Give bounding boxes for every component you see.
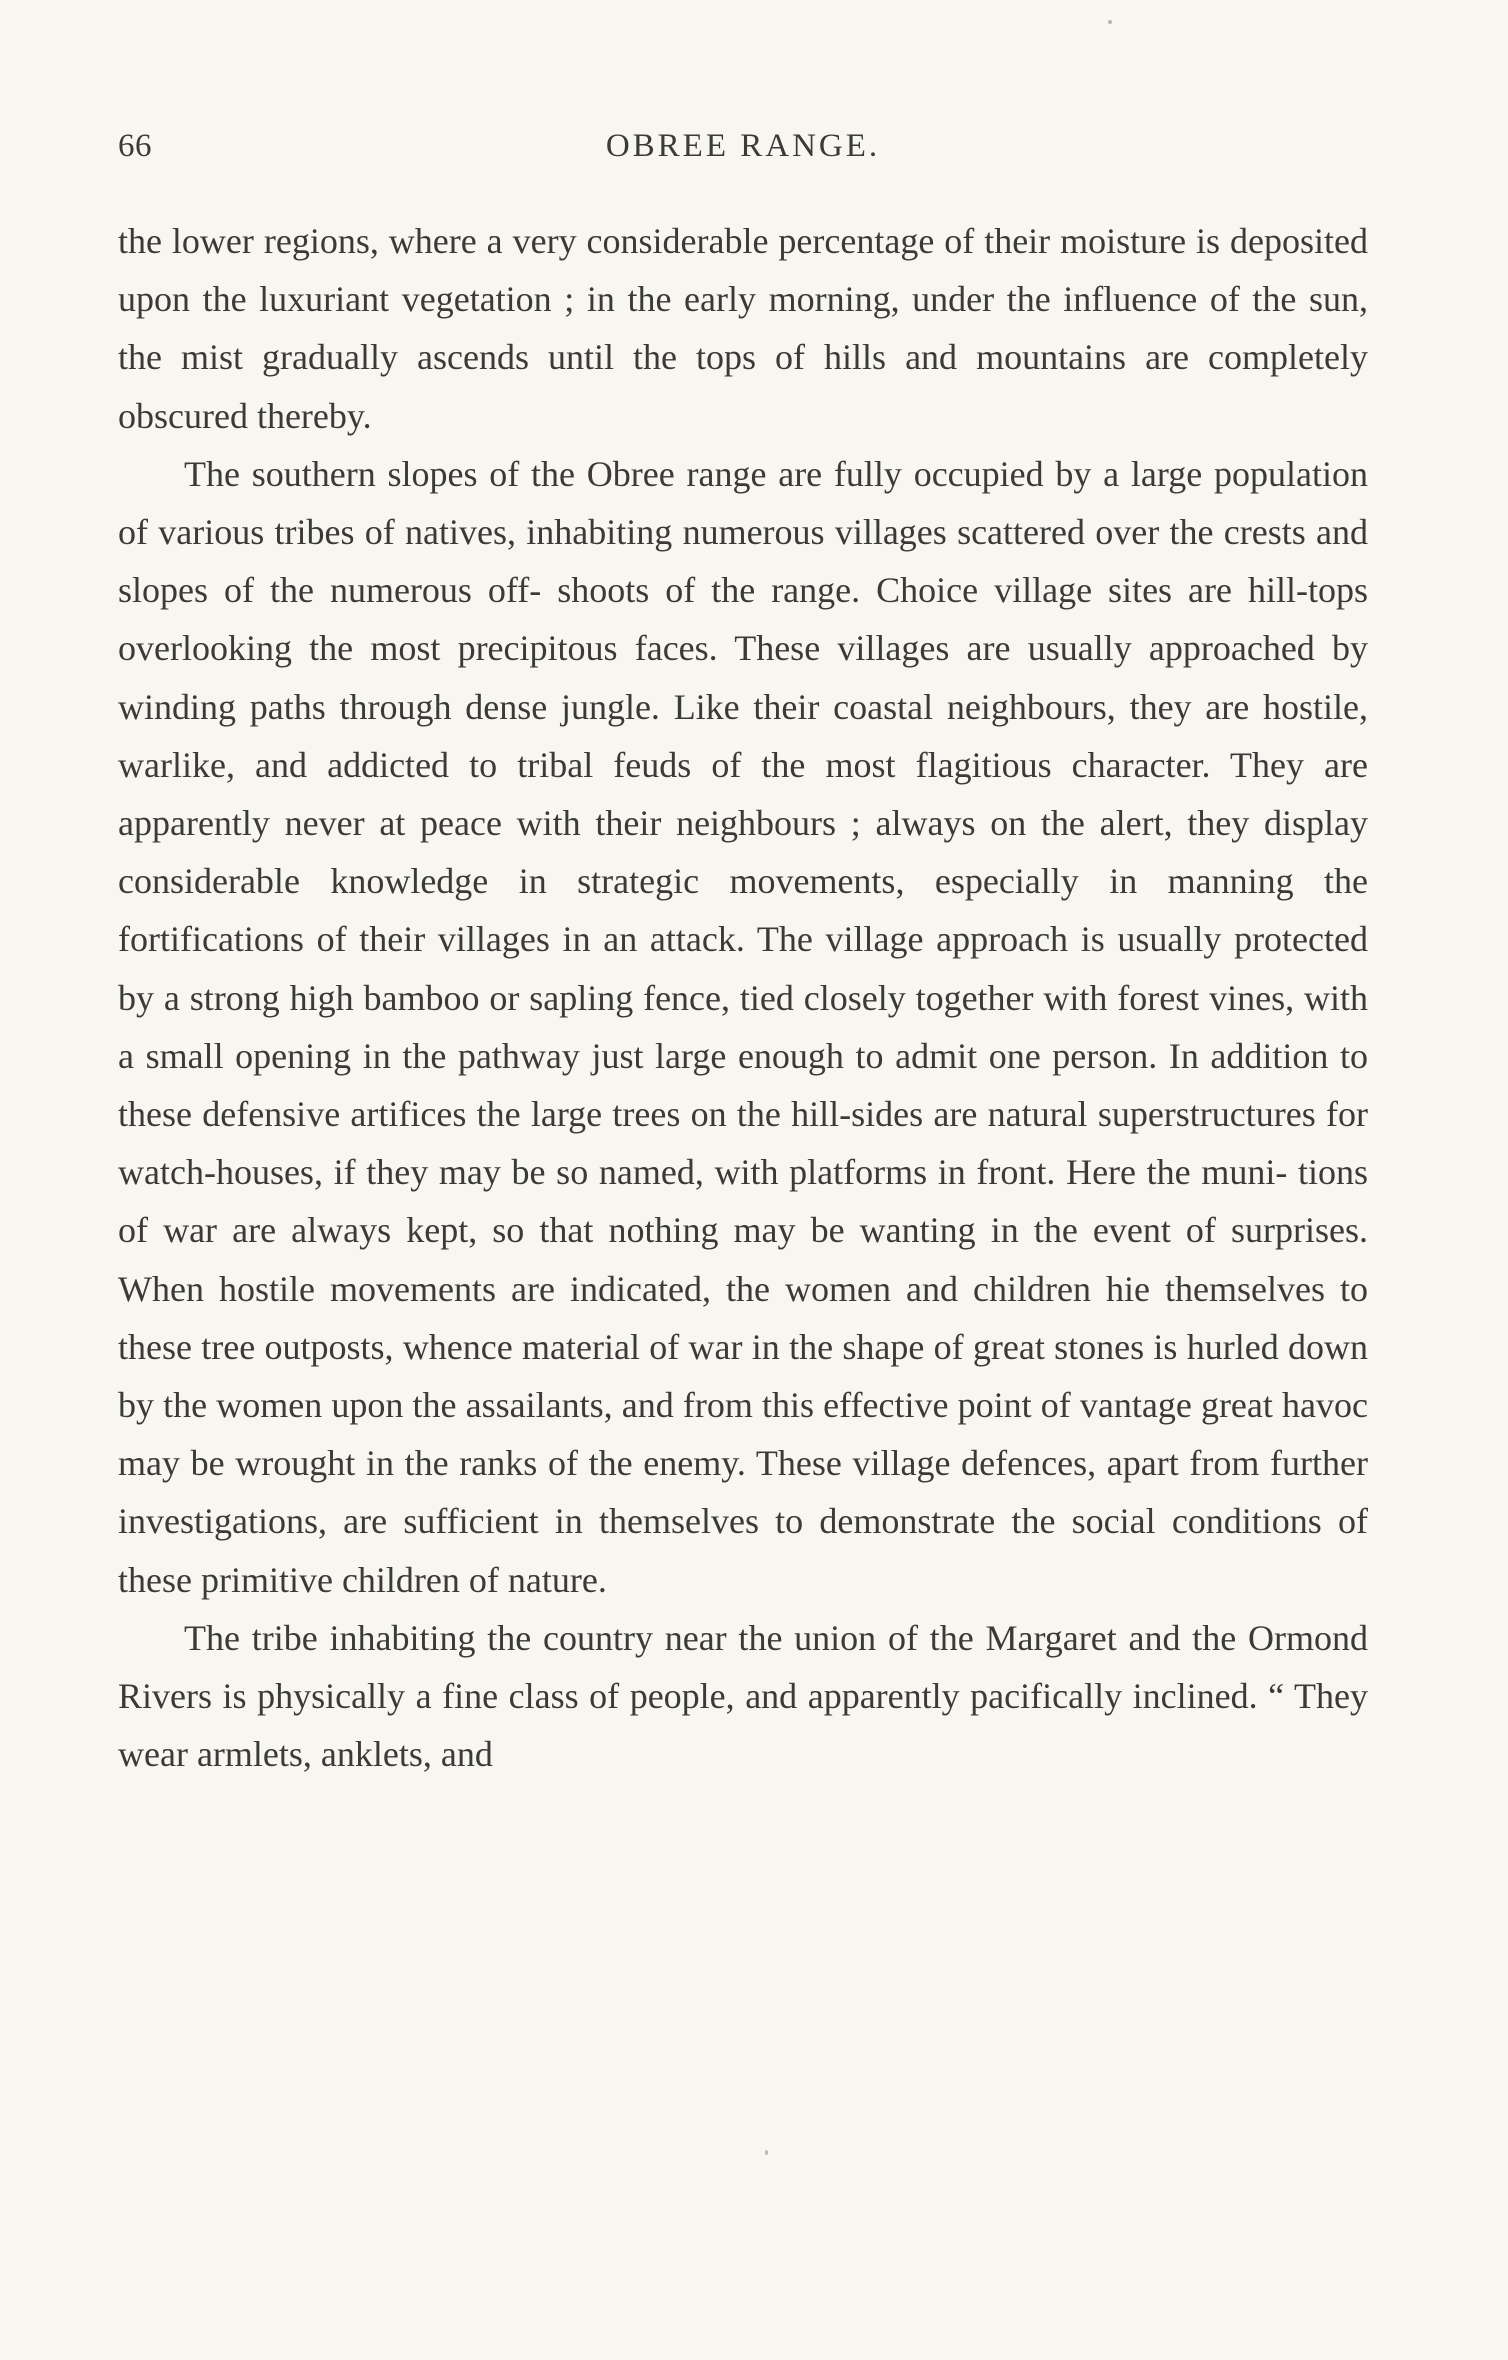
paper-speck (1108, 20, 1112, 24)
paragraph-southern-slopes: The southern slopes of the Obree range are fully occupied by a large population of various tribes of natives, inhabiting numerous villages scattered over the crests and slopes of the numerous off- shoots of the range. Choice village sites are hill-tops overlooking the most precipitous faces. These villages are usually approached by winding paths through dense jungle. Like their coastal neighbours, they are hostile, warlike, and addicted to tribal feuds of the most flagitious character. They are apparently never at peace with their neighbours ; always on the alert, they display considerable knowledge in strategic movements, especially in manning the fortifications of their villages in an attack. The village approach is usually protected by a strong high bamboo or sapling fence, tied closely together with forest vines, with a small opening in the pathway just large enough to admit one person. In addition to these defensive artifices the large trees on the hill-sides are natural superstructures for watch-houses, if they may be so named, with platforms in front. Here the muni- tions of war are always kept, so that nothing may be wanting in the event of surprises. When hostile movements are indicated, the women and children hie themselves to these tree outposts, whence material of war in the shape of great stones is hurled down by the women upon the assailants, and from this effective point of vantage great havoc may be wrought in the ranks of the enemy. These village defences, apart from further investigations, are sufficient in themselves to demonstrate the social conditions of these primitive children of nature. (118, 453, 1368, 1600)
body-text (118, 212, 1368, 1783)
paper-speck (765, 2150, 768, 2155)
paragraph-tribe-margaret-ormond: The tribe inhabiting the country near the union of the Margaret and the Ormond Rivers is physically a fine class of people, and apparently pacifically inclined. “ They wear armlets, anklets, and (118, 1617, 1368, 1775)
running-head: OBREE RANGE. (605, 128, 881, 164)
page-number: 66 (118, 128, 152, 164)
paragraph-continued: the lower regions, where a very considerable percentage of their moisture is deposited upon the luxuriant vegetation ; in the early morning, under the influence of the sun, the mist gradually ascends until the tops of hills and mountains are completely obscured thereby. (118, 221, 1368, 436)
page-header (118, 128, 1368, 178)
